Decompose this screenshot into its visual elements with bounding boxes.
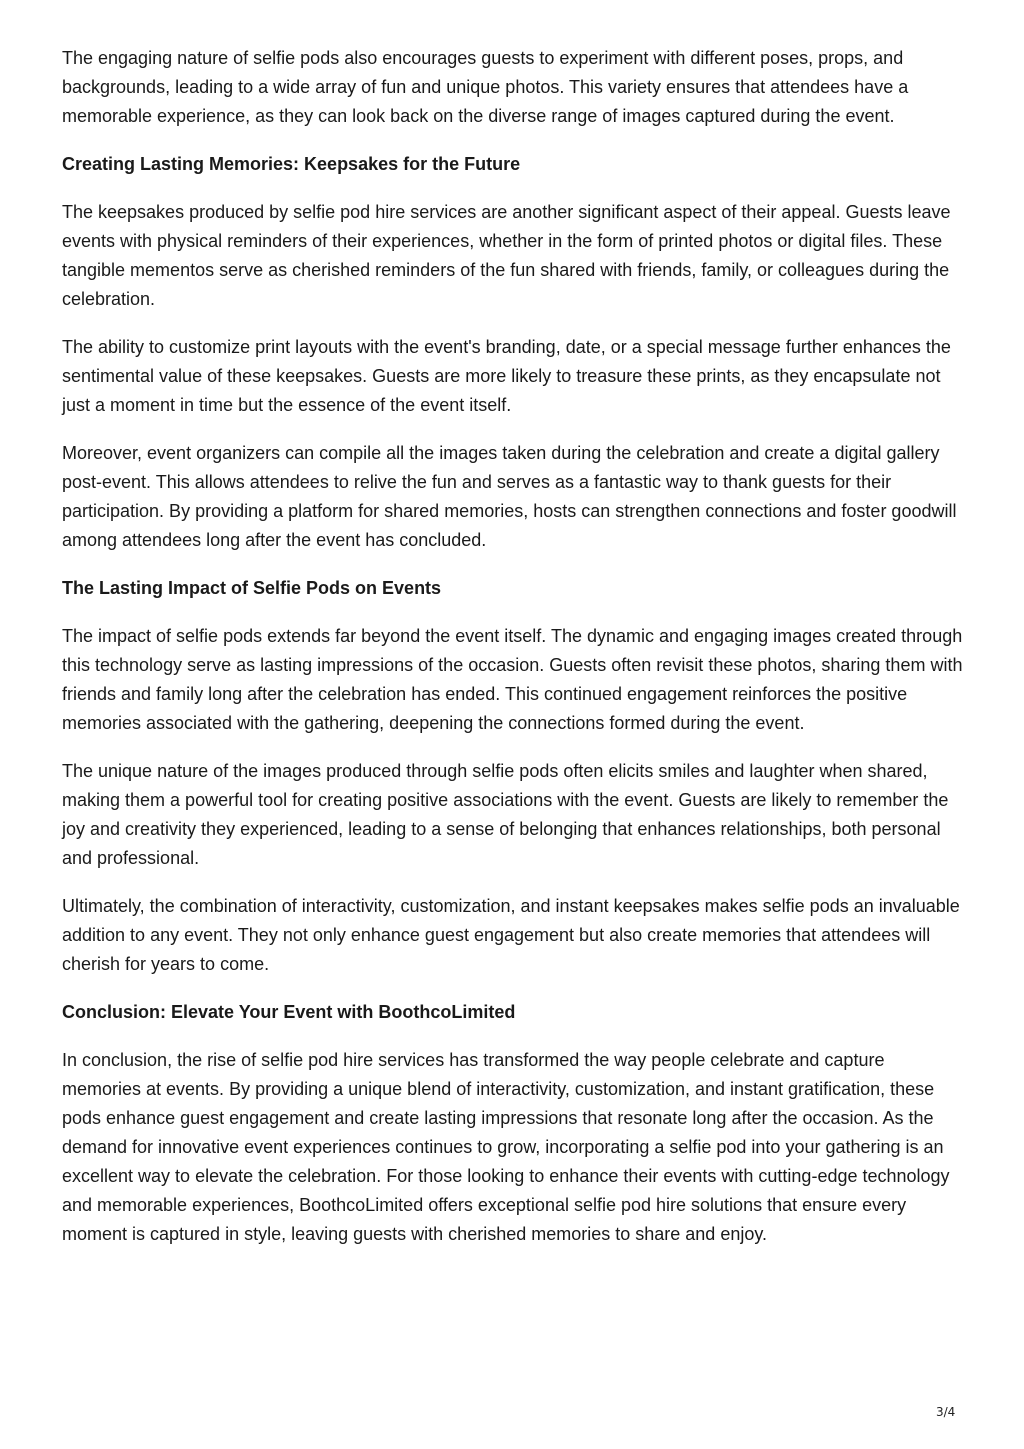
document-page xyxy=(62,44,967,1268)
heading-lasting-impact: The Lasting Impact of Selfie Pods on Events xyxy=(62,578,442,598)
paragraph-conclusion: In conclusion, the rise of selfie pod hire services has transformed the way people celebrate and capture memories at events. By providing a unique blend of interactivity, customization, and instant gratification, these pods enhance guest engagement and create lasting impressions that resonate long after the occasion. As the demand for innovative event experiences continues to grow, incorporating a selfie pod into your gathering is an excellent way to elevate the celebration. For those looking to enhance their events with cutting-edge technology and memorable experiences, BoothcoLimited offers exceptional selfie pod hire solutions that ensure every moment is captured in style, leaving guests with cherished memories to share and enjoy. xyxy=(62,1050,950,1244)
paragraph-digital-gallery: Moreover, event organizers can compile all the images taken during the celebration and create a digital gallery post-event. This allows attendees to relive the fun and serves as a fantastic way to thank guests for their participation. By providing a platform for shared memories, hosts can strengthen connections and foster goodwill among attendees long after the event has concluded. xyxy=(62,443,957,550)
heading-creating-lasting-memories: Creating Lasting Memories: Keepsakes for the Future xyxy=(62,154,521,174)
heading-conclusion: Conclusion: Elevate Your Event with BoothcoLimited xyxy=(62,1002,516,1022)
page-number: 3/4 xyxy=(936,1405,956,1419)
paragraph-keepsakes: The keepsakes produced by selfie pod hire services are another significant aspect of their appeal. Guests leave events with physical reminders of their experiences, whether in the form of printed photos or digital files. These tangible mementos serve as cherished reminders of the fun shared with friends, family, or colleagues during the celebration. xyxy=(62,202,951,309)
paragraph-ultimately: Ultimately, the combination of interactivity, customization, and instant keepsakes makes selfie pods an invaluable addition to any event. They not only enhance guest engagement but also create memories that attendees will cherish for years to come. xyxy=(62,896,960,974)
paragraph-engaging-nature: The engaging nature of selfie pods also encourages guests to experiment with different poses, props, and backgrounds, leading to a wide array of fun and unique photos. This variety ensures that attendees have a memorable experience, as they can look back on the diverse range of images captured during the event. xyxy=(62,48,909,126)
paragraph-customize-print: The ability to customize print layouts with the event's branding, date, or a special message further enhances the sentimental value of these keepsakes. Guests are more likely to treasure these prints, as they encapsulate not just a moment in time but the essence of the event itself. xyxy=(62,337,951,415)
paragraph-impact: The impact of selfie pods extends far beyond the event itself. The dynamic and engaging images created through this technology serve as lasting impressions of the occasion. Guests often revisit these photos, sharing them with friends and family long after the celebration has ended. This continued engagement reinforces the positive memories associated with the gathering, deepening the connections formed during the event. xyxy=(62,626,963,733)
paragraph-unique-nature: The unique nature of the images produced through selfie pods often elicits smiles and laughter when shared, making them a powerful tool for creating positive associations with the event. Guests are likely to remember the joy and creativity they experienced, leading to a sense of belonging that enhances relationships, both personal and professional. xyxy=(62,761,949,868)
